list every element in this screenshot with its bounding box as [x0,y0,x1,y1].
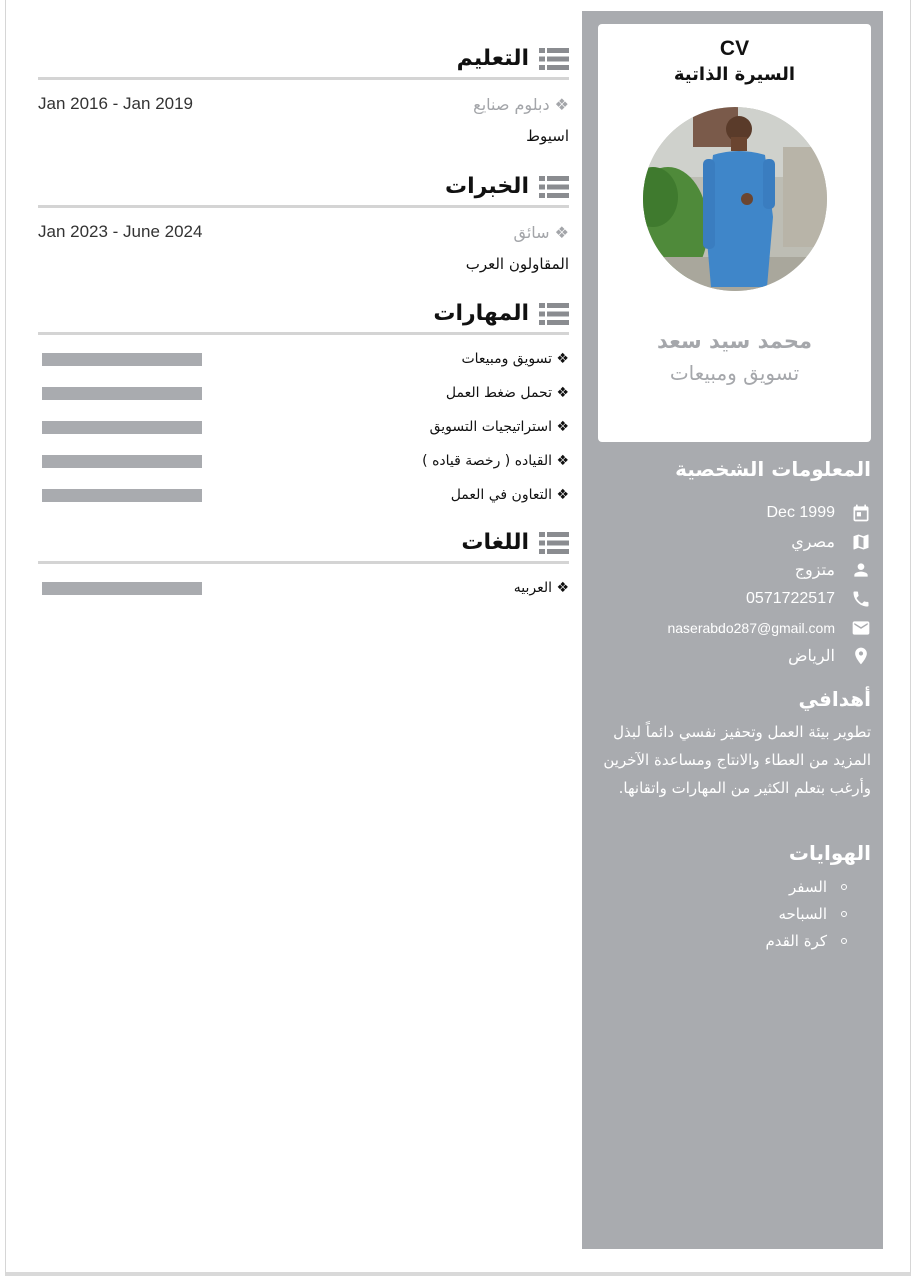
skill-level-bar [42,387,202,400]
language-item [38,578,569,598]
email-icon [851,618,871,638]
experience-date: Jan 2023 - June 2024 [38,222,203,241]
location-pin-icon [851,646,871,666]
hobby-item [765,927,847,954]
experience-title: الخبرات [445,174,529,199]
person-name: محمد سيد سعد [657,329,812,353]
experience-header [38,168,569,208]
skill-level-bar [42,353,202,366]
sidebar [582,11,883,1249]
info-marital-status-text: متزوج [794,562,835,580]
personal-info-title: المعلومات الشخصية [675,457,871,481]
experience-entry [38,222,569,242]
goals-title: أهدافي [798,687,871,711]
cv-title: CV [719,37,750,60]
goals-text: تطوير بيئة العمل وتحفيز نفسي دائماً لبذل المزيد من العطاء والانتاج ومساعدة الآخرين وأرغب بتعلم الكثير من المهارات واتقانها. [603,723,871,797]
languages-title: اللغات [461,530,529,555]
education-header [38,40,569,80]
education-date: Jan 2016 - Jan 2019 [38,94,194,113]
skill-item [38,349,569,369]
hobby-item [765,873,847,900]
map-icon [851,532,871,552]
hobby-label: السباحه [778,904,827,923]
phone-icon [851,589,871,609]
info-birthdate-text: Dec 1999 [766,504,835,522]
skill-level-bar [42,489,202,502]
skill-level-bar [42,421,202,434]
circle-bullet-icon [841,884,847,890]
list-icon [539,176,569,198]
languages-header [38,524,569,564]
skill-item [38,383,569,403]
info-marital-status [591,556,871,585]
calendar-icon [851,503,871,523]
hobbies-title: الهوايات [788,841,871,865]
hobby-item [765,900,847,927]
language-name: ❖ العربيه [513,580,569,596]
skills-title: المهارات [433,301,529,326]
skill-level-bar [42,455,202,468]
language-level-bar [42,582,202,595]
list-icon [539,532,569,554]
experience-role: ❖ سائق [513,222,569,242]
info-city [591,642,871,671]
education-place: اسيوط [526,127,569,145]
skill-name: ❖ القياده ( رخصة قياده ) [422,453,569,469]
info-nationality-text: مصري [791,533,835,551]
list-icon [539,303,569,325]
info-city-text: الرياض [788,648,835,666]
info-phone-text: 0571722517 [746,590,835,608]
experience-place: المقاولون العرب [465,255,569,273]
person-job-title: تسويق ومبيعات [669,361,800,385]
skill-item [38,451,569,471]
skill-name: ❖ تحمل ضغط العمل [445,385,569,401]
hobbies-list [765,873,847,954]
person-icon [851,560,871,580]
profile-card [598,24,871,442]
list-icon [539,48,569,70]
info-email [591,613,871,642]
profile-photo [643,107,827,291]
education-entry [38,94,569,114]
skill-name: ❖ تسويق ومبيعات [461,351,569,367]
skill-item [38,485,569,505]
info-email-text: naserabdo287@gmail.com [667,619,835,636]
info-phone [591,585,871,614]
hobby-label: كرة القدم [765,931,827,950]
education-role: ❖ دبلوم صنايع [473,94,569,114]
personal-info-list [591,499,871,671]
circle-bullet-icon [841,911,847,917]
cv-subtitle: السيرة الذاتية [673,64,796,85]
info-nationality [591,528,871,557]
circle-bullet-icon [841,938,847,944]
education-title: التعليم [456,46,529,71]
skill-name: ❖ التعاون في العمل [450,487,569,503]
skill-item [38,417,569,437]
info-birthdate [591,499,871,528]
hobby-label: السفر [789,877,827,896]
skills-header [38,295,569,335]
skill-name: ❖ استراتيجيات التسويق [429,419,569,435]
